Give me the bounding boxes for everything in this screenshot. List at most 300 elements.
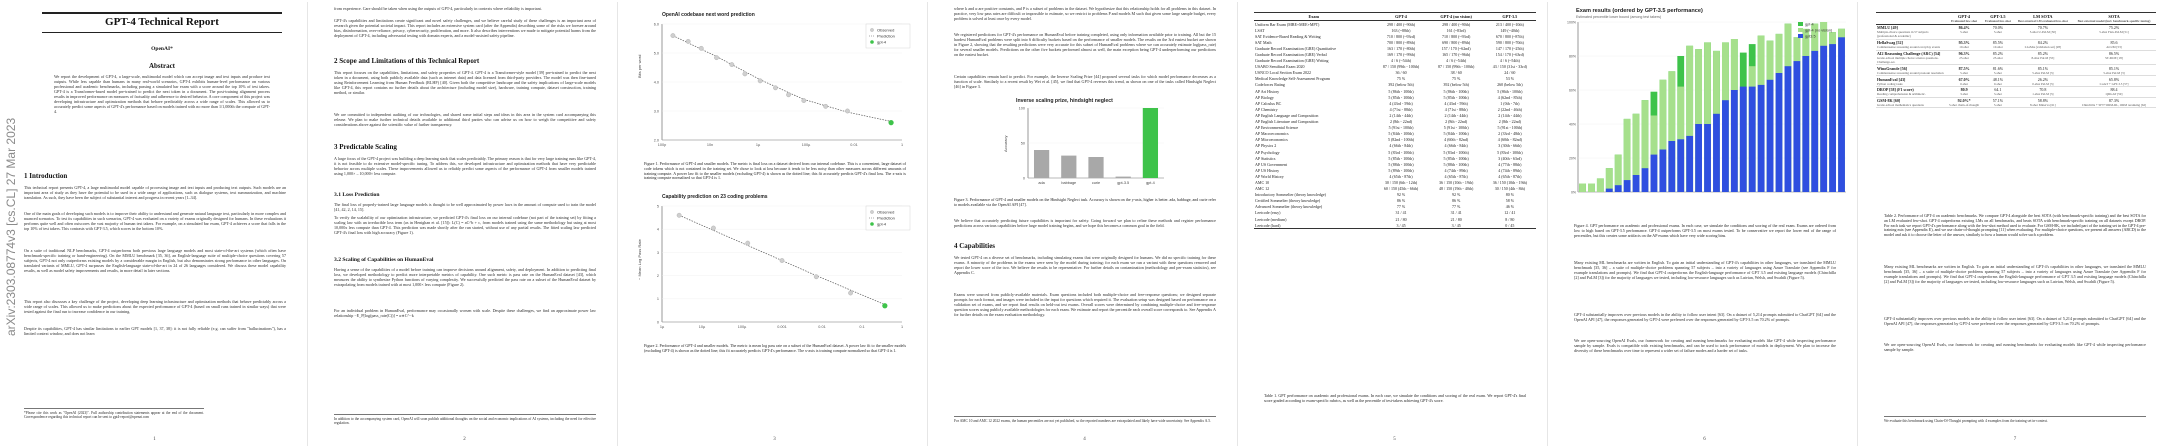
page-number: 7 <box>2013 437 2017 442</box>
score-cell: 38 / 60 <box>1450 70 1462 76</box>
bar-gpt4-novision <box>1588 184 1595 193</box>
figure-1-caption: Figure 1. Performance of GPT-4 and smaller models. The metric is final loss on a dataset derived from our internal codebase. This is a convenient, large dataset of code tokens which is not contained in the training set. We chose to look at loss because it tends to be less noisy than other measures across different amounts of training compute. A power law fit to the smaller models (excluding GPT-4) is shown as the dotted line; this fit accurately predicts GPT-4's final loss. The x-axis is training compute normalized so that GPT-4 is 1. <box>644 161 906 181</box>
bar-gpt35 <box>1686 136 1693 192</box>
score-cell: 5 (91st - 100th) <box>1388 125 1414 131</box>
score-cell: 70.0% 5-shot <box>1982 25 2014 40</box>
section-heading-introduction: 1 Introduction <box>24 172 68 180</box>
score-cell: 4 (65th - 87th) <box>1444 173 1468 179</box>
y-axis-label: − Mean Log Pass Rate <box>637 239 642 280</box>
legend-gpt4-novision: gpt-4 (no vision) <box>1805 28 1833 33</box>
score-note: 5-shot <box>1993 103 2002 108</box>
legend-prediction: Prediction <box>877 33 895 39</box>
score-cell: 67.0% 0-shot <box>1946 76 1982 87</box>
score-cell: 21 / 80 <box>1395 216 1407 222</box>
score-cell: 75 % <box>1451 76 1461 82</box>
table-row <box>1876 39 2156 50</box>
observed-point <box>677 213 681 217</box>
bar <box>1116 177 1131 178</box>
score-cell: 0 / 45 <box>1484 222 1536 229</box>
score-cell: 43 / 150 (31st - 33rd) <box>1492 64 1527 70</box>
bar-gpt35 <box>1722 100 1729 192</box>
table-1-caption: Table 1. GPT performance on academic and professional exams. In each case, we simulate the conditions and scoring of the real exam. We report GPT-4's final score graded according to exam-specific rubrics, as well as the percentile of test-takers achieving GPT-4's score. <box>1264 393 1526 403</box>
exam-name-cell: AP Statistics <box>1255 155 1276 161</box>
y-tick-label: 4 <box>656 227 659 232</box>
page-number: 4 <box>1083 437 1086 442</box>
score-cell: 2 (14th - 44th) <box>1444 112 1468 118</box>
exam-name-cell: AP US History <box>1255 167 1280 173</box>
page4-paragraph-3: Certain capabilities remain hard to predict. For example, the Inverse Scaling Prize [44] proposed several tasks for which model performance decreases as a function of scale. Similarly to a recent result by Wei et al. [45], we find that GPT-4 reverses this trend, as shown on one of the tasks called Hindsight Neglect [46] in Figure 3. <box>954 74 1216 89</box>
observed-point <box>671 33 675 37</box>
y-tick-label: 0 <box>656 320 659 325</box>
figure-4-exam-results-chart <box>1558 4 1854 219</box>
intro-paragraph-1: This technical report presents GPT-4, a large multimodal model capable of processing image and text inputs and producing text outputs. Such models are an important area of study as they have the potential to be used in a wide range of applications, such as dialogue systems, text summarization, and machine translation. As such, they have been the subject of substantial interest and progress in recent years [1–34]. <box>24 185 286 200</box>
table-header-row <box>1254 13 1536 21</box>
score-cell: 88.4 QDGAT [59] <box>2072 86 2156 97</box>
benchmark-description: Commonsense reasoning around everyday events <box>1877 45 1941 50</box>
bar-gpt35 <box>1651 155 1658 192</box>
column-header <box>1876 13 1946 25</box>
score-note: 8-shot PaLM [55] <box>2031 55 2055 60</box>
exam-name-cell: AMC 10 <box>1255 179 1270 185</box>
observed-point <box>814 275 818 279</box>
bar <box>1061 156 1076 178</box>
exam-name-cell: AP US Government <box>1255 161 1288 167</box>
exam-name-cell: LSAT <box>1255 27 1265 33</box>
observed-point <box>848 291 852 295</box>
paper-author: OpenAI* <box>151 46 173 52</box>
score-cell: 86 % <box>1451 198 1461 204</box>
scaling-paragraph-1: A large focus of the GPT-4 project was building a deep learning stack that scales predictably. The primary reason is that for very large training runs like GPT-4, it is not feasible to do extensive model-specific tuning. To address this, we developed infrastructure and optimization methods that have very predictable behavior across multiple scales. These improvements allowed us to reliably predict some aspects of the performance of GPT-4 from smaller models trained using 1,000× – 10,000× less compute. <box>334 156 596 176</box>
score-cell: 80.9 3-shot <box>1946 86 1982 97</box>
page4-footnote: For AMC 10 and AMC 12 2022 exams, the human percentiles are not yet published, so the reported numbers are extrapolated and likely have wide uncertainty. See Appendix A.5. <box>954 416 1216 423</box>
bar-gpt35 <box>1704 124 1711 192</box>
bar-gpt35 <box>1624 180 1631 192</box>
figure-1-loss-chart <box>636 8 916 158</box>
bar-gpt35 <box>1767 80 1774 192</box>
score-cell: 5 (82nd - 100th) <box>1387 137 1415 143</box>
score-cell: 46 % <box>1505 204 1515 210</box>
score-cell: 213 / 400 (~10th) <box>1495 21 1524 27</box>
score-cell: 2 (8th - 22nd) <box>1389 119 1413 125</box>
bar-gpt35 <box>1695 124 1702 192</box>
score-cell: 4 (66th - 84th) <box>1389 143 1413 149</box>
observed-point <box>714 55 718 59</box>
score-cell: 96.3% 25-shot <box>1946 50 1982 65</box>
score-note: 5-shot <box>1993 30 2002 35</box>
legend-gpt4-swatch <box>1798 22 1803 26</box>
score-note: 0-shot PaLM [3] <box>2032 81 2054 86</box>
page7-footnote: We evaluate this benchmark using Chain-Of-Thought prompting with 4 examples from the training set in-context. <box>1884 416 2146 423</box>
observed-point <box>845 109 849 113</box>
bar-gpt4-novision <box>1597 178 1604 192</box>
paper-page-2 <box>312 2 618 446</box>
bar-gpt35 <box>1713 114 1720 192</box>
score-cell: 5 (86th - 100th) <box>1388 88 1414 94</box>
page7-paragraph-3: We are open-sourcing OpenAI Evals, our framework for creating and running benchmarks for evaluating models like GPT-4 while inspecting performance sample by sample. <box>1884 342 2146 352</box>
score-cell: 165 / 170 (~96th) <box>1442 52 1471 58</box>
score-cell: 4 (77th - 88th) <box>1498 161 1522 167</box>
score-cell: 5 (84th - 100th) <box>1443 131 1469 137</box>
paper-page-5 <box>1242 2 1548 446</box>
score-cell: 36 / 150 (10th - 19th) <box>1438 179 1474 185</box>
page7-paragraph-1: Many existing ML benchmarks are written in English. To gain an initial understanding of GPT-4's capabilities in other languages, we translated the MMLU benchmark [35, 36] – a suite of multiple-choice problems spanning 57 subjects – into a variety of languages using Azure Translate (see Appendix F for example translations and prompts). We find that GPT-4 outperforms the English-language performance of GPT 3.5 and existing language models (Chinchilla [2] and PaLM [3]) for the majority of languages we tested, including low-resource languages such as Latvian, Welsh, and Swahili (Figure 5). <box>1884 264 2146 284</box>
exam-name-cell: SAT Evidence-Based Reading & Writing <box>1255 33 1321 39</box>
y-tick-label: 0% <box>1570 190 1576 195</box>
score-cell: 5 (83rd - 100th) <box>1388 149 1414 155</box>
bar-gpt35 <box>1811 51 1818 192</box>
table-row <box>1876 97 2156 108</box>
page4-paragraph-4: We believe that accurately predicting future capabilities is important for safety. Going forward we plan to refine these methods and register performance predictions across various capabilities before large model training begins, and we hope this becomes a common goal in the field. <box>954 218 1216 228</box>
x-tick-label: 1µ <box>659 325 665 329</box>
score-cell: 5 (88th - 100th) <box>1443 161 1469 167</box>
chart-title: Exam results (ordered by GPT-3.5 performance) <box>1576 8 1703 14</box>
observed-point <box>773 86 777 90</box>
score-cell: 92 % <box>1451 192 1461 198</box>
score-note: 3-shot <box>1993 92 2002 97</box>
score-cell: 87.3% Chinchilla + SFT+ORM-RL, ORM reranking [62] <box>2072 97 2156 108</box>
y-tick-label: 4.0 <box>653 80 659 85</box>
score-cell: 48 / 150 (19th - 40th) <box>1438 186 1474 192</box>
score-cell: 710 / 800 (~93rd) <box>1442 33 1471 39</box>
benchmark-name-cell: WinoGrande [56] Commonsense reasoning around pronoun resolution <box>1876 65 1946 76</box>
score-cell: 4 (60th - 82nd) <box>1444 137 1469 143</box>
capabilities-paragraph-2: Exams were sourced from publicly-available materials. Exam questions included both multiple-choice and free-response questions; we designed separate prompts for each format, and images were included in the input for questions which required it. The evaluation setup was designed based on performance on a validation set of exams, and we report final results on held-out test exams. Overall scores were determined by combining multiple-choice and free-response question scores using publicly available methodologies for each exam. We estimate and report the percentile each overall score corresponds to. See Appendix A for further details on the exam evaluation methodology. <box>954 292 1216 317</box>
exam-name-cell: Introductory Sommelier (theory knowledge) <box>1255 192 1326 198</box>
table-row <box>1254 21 1536 28</box>
y-tick-label: 3 <box>656 250 659 255</box>
score-note: ALUM [53] <box>2106 45 2122 50</box>
exam-name-cell: AMC 12 <box>1255 186 1270 192</box>
abstract-text: We report the development of GPT-4, a large-scale, multimodal model which can accept image and text inputs and produce text outputs. While less capable than humans in many real-world scenarios, GPT-4 exhibits human-level performance on various professional and academic benchmarks, including passing a simulated bar exam with a score around the top 10% of test takers. GPT-4 is a Transformer-based model pre-trained to predict the next token in a document. The post-training alignment process results in improved performance on measures of factuality and adherence to desired behavior. A core component of this project was developing infrastructure and optimization methods that behave predictably across a wide range of scales. This allowed us to accurately predict some aspects of GPT-4's performance based on models trained with no more than 1/1,000th the compute of GPT-4. <box>54 74 270 114</box>
score-note: 5-shot <box>1960 30 1969 35</box>
score-cell: 710 / 800 (~93rd) <box>1386 33 1416 39</box>
score-cell: 4 (60th - 82nd) <box>1497 137 1522 143</box>
benchmark-name-cell: AI2 Reasoning Challenge (ARC) [54] Grade-school multiple choice science questions. Challenge-set. <box>1876 50 1946 65</box>
score-cell: 2 (14th - 44th) <box>1498 112 1522 118</box>
exam-name-cell: Medical Knowledge Self-Assessment Program <box>1255 76 1330 82</box>
score-cell: 53 % <box>1505 76 1515 82</box>
x-tick-label: 1 <box>900 143 904 147</box>
loss-paragraph-1: The final loss of properly-trained large language models is thought to be well approximated by power laws in the amount of compute used to train the model [41, 42, 2, 14, 15]. <box>334 202 596 212</box>
gpt4-point <box>888 120 893 125</box>
exam-name-cell: AP Calculus BC <box>1255 100 1282 106</box>
chart-title: Capability prediction on 23 coding problems <box>662 194 768 200</box>
score-cell: 163 / 170 (~80th) <box>1387 45 1416 51</box>
score-note: 5-shot Flan-PaLM [51] <box>2099 30 2129 35</box>
score-cell: 3 / 45 <box>1429 222 1484 229</box>
score-cell: 86.5% ST-MOE [18] <box>2072 50 2156 65</box>
y-tick-label: 40% <box>1568 122 1576 127</box>
score-cell: 670 / 800 (~87th) <box>1495 33 1524 39</box>
score-cell: 5 (84th - 100th) <box>1388 131 1414 137</box>
capabilities-paragraph-1: We tested GPT-4 on a diverse set of benchmarks, including simulating exams that were originally designed for humans. We did no specific training for these exams. A minority of the problems in the exams were seen by the model during training; for each exam we run a variant with these questions removed and report the lower score of the two. We believe the results to be representative. For further details on contamination (methodology and per-exam statistics), see Appendix C. <box>954 255 1216 275</box>
bar-gpt35 <box>1740 87 1747 192</box>
paper-title: GPT-4 Technical Report <box>105 16 219 28</box>
humaneval-paragraph-2: For an individual problem in HumanEval, performance may occasionally worsen with scale. Despite these challenges, we find an approximate power law relationship −E_P[log(pass_rate(C))] = α∗C^−k <box>334 308 596 318</box>
score-cell: 8 / 80 <box>1505 216 1515 222</box>
page2-paragraph-2: GPT-4's capabilities and limitations create significant and novel safety challenges, and we believe careful study of these challenges is an important area of research given the potential societal impact. This report includes an extensive system card (after the Appendix) describing some of the risks we foresee around bias, disinformation, over-reliance, privacy, cybersecurity, proliferation, and more. It also describes interventions we made to mitigate potential harms from the deployment of GPT-4, including adversarial testing with domain experts, and a model-assisted safety pipeline. <box>334 18 596 38</box>
score-note: Chinchilla + SFT+ORM-RL, ORM reranking [62] <box>2081 103 2147 108</box>
exam-name-cell: Certified Sommelier (theory knowledge) <box>1255 198 1321 204</box>
score-cell: 5 (85th - 100th) <box>1443 155 1469 161</box>
arxiv-stamp: arXiv:2303.08774v3 [cs.CL] 27 Mar 2023 <box>4 117 18 337</box>
score-cell: 58.8% 8-shot Minerva [61] <box>2014 97 2072 108</box>
observed-point <box>786 93 790 97</box>
paper-page-1 <box>2 2 308 446</box>
column-subheader: Best external model (incl. benchmark-specific tuning) <box>2077 19 2151 23</box>
score-cell: 4 (62nd - 85th) <box>1497 94 1522 100</box>
score-cell: 4 (66th - 84th) <box>1444 143 1468 149</box>
x-tick-label: 0.01 <box>850 143 858 147</box>
score-cell: 590 / 800 (~70th) <box>1495 39 1524 45</box>
score-cell: 2 (8th - 22nd) <box>1498 119 1521 125</box>
column-header: GPT-3.5 <box>1484 13 1536 21</box>
exam-name-cell: AP World History <box>1255 173 1284 179</box>
page4-paragraph-2: We registered predictions for GPT-4's performance on HumanEval before training completed, using only information available prior to training. All but the 15 hardest HumanEval problems were split into 6 difficulty buckets based on the performance of smaller models. The results on the 3rd easiest bucket are shown in Figure 2, showing that the resulting predictions were very accurate for this subset of HumanEval problems where we can accurately estimate log(pass_rate) for several smaller models. Predictions on the other five buckets performed almost as well, the main exception being GPT-4 underperforming our predictions on the easiest bucket. <box>954 32 1216 57</box>
exam-name-cell: AP Chemistry <box>1255 106 1278 112</box>
score-cell: 30 / 150 (4th - 8th) <box>1494 186 1526 192</box>
score-cell: 5 (85th - 100th) <box>1388 94 1414 100</box>
legend-observed: Observed <box>877 27 895 33</box>
score-cell: 36 / 60 <box>1395 70 1407 76</box>
score-cell: 260 (below 5th) <box>1497 82 1523 88</box>
intro-paragraph-5: Despite its capabilities, GPT-4 has similar limitations to earlier GPT models [1, 37, 38]: it is not fully reliable (e.g. can suffer from "hallucinations"), has a limited context window, and does not learn <box>24 326 286 336</box>
score-note: 0-shot <box>1993 81 2002 86</box>
x-tick-label: 100p <box>657 143 667 147</box>
benchmark-name-cell: HumanEval [43] Python coding tasks <box>1876 76 1946 87</box>
score-cell: 2 (22nd - 46th) <box>1497 106 1522 112</box>
title-bottom-rule <box>42 32 282 33</box>
score-cell: 3 (30th - 66th) <box>1498 143 1522 149</box>
score-cell: 30 / 150 (6th - 12th) <box>1384 179 1418 185</box>
score-cell: 87 / 150 (99th - 100th) <box>1437 64 1475 70</box>
table-1-exam-results <box>1254 12 1536 229</box>
score-note: ST-MOE [18] <box>2105 55 2123 60</box>
chart-title: OpenAI codebase next word prediction <box>662 12 755 18</box>
table-row <box>1876 25 2156 40</box>
legend-gpt4-marker <box>870 40 874 44</box>
y-axis-label: Bits per word <box>637 54 642 78</box>
exam-name-cell: SAT Math <box>1255 39 1272 45</box>
score-cell: 1 (0th - 7th) <box>1500 100 1520 106</box>
table-row <box>1254 64 1536 70</box>
score-cell: 4 (74th - 89th) <box>1444 167 1468 173</box>
benchmark-description: Grade-school mathematics questions <box>1877 103 1924 108</box>
intro-paragraph-2: One of the main goals of developing such models is to improve their ability to understand and generate natural language text, particularly in more complex and nuanced scenarios. To test its capabilities in such scenarios, GPT-4 was evaluated on a variety of exams originally designed for humans. In these evaluations it performs quite well and often outscores the vast majority of human test takers. For example, on a simulated bar exam, GPT-4 achieves a score that falls in the top 10% of test takers. This contrasts with GPT-3.5, which scores in the bottom 10%. <box>24 211 286 231</box>
x-tick-label: 100µ <box>737 325 747 329</box>
bar-gpt35 <box>1838 37 1845 192</box>
score-cell: 58 % <box>1505 198 1515 204</box>
column-subheader: Evaluated few-shot <box>1984 19 2011 23</box>
score-cell: 85.1% 5-shot PaLM [3] <box>2014 65 2072 76</box>
observed-point <box>823 104 827 108</box>
score-cell: 690 / 800 (~89th) <box>1442 39 1471 45</box>
score-note: 5-shot <box>1993 70 2002 75</box>
bar-gpt35 <box>1642 168 1649 192</box>
score-cell: 85.1% 5-shot PaLM [3] <box>2072 65 2156 76</box>
score-cell: 85.2% 25-shot <box>1982 50 2014 65</box>
score-note: 0-shot <box>1960 81 1969 86</box>
bar-gpt35 <box>1668 141 1675 192</box>
y-tick-label: 100% <box>1567 20 1576 25</box>
y-tick-label: 5.0 <box>653 51 659 56</box>
score-note: LLaMA (validation set) [28] <box>2024 45 2062 50</box>
score-cell: 392 (below 5th) <box>1443 82 1469 88</box>
score-cell: 4 (43rd - 59th) <box>1389 100 1413 106</box>
page-number: 2 <box>463 437 466 442</box>
title-top-rule <box>42 12 282 14</box>
score-cell: 84.2% LLaMA (validation set) [28] <box>2014 39 2072 50</box>
benchmark-description: Python coding tasks <box>1877 81 1903 86</box>
exam-name-cell: Leetcode (medium) <box>1255 216 1287 222</box>
score-cell: 3 (40th - 63rd) <box>1498 155 1522 161</box>
benchmark-name-cell: MMLU [49] Multiple-choice questions in 57 subjects (professional & academic) <box>1876 25 1946 40</box>
scope-paragraph-2: We are committed to independent auditing of our technologies, and shared some initial steps and ideas in this area in the system card accompanying this release. We plan to make further technical details available to additional third parties who can advise us on how to weigh the competitive and safety considerations above against the scientific value of further transparency. <box>334 112 596 127</box>
score-cell: 87.5% 5-shot <box>1946 65 1982 76</box>
chart-subtitle: Estimated percentile lower bound (among test takers) <box>1576 15 1662 19</box>
score-note: 5-shot chain-of-thought <box>1948 103 1980 108</box>
section-heading-capabilities: 4 Capabilities <box>954 242 996 250</box>
score-cell: 700 / 800 (~89th) <box>1387 39 1416 45</box>
observed-point <box>780 258 784 262</box>
score-cell: 169 / 170 (~99th) <box>1387 52 1416 58</box>
exam-name-cell: AP Biology <box>1255 94 1274 100</box>
plot-area <box>654 22 903 147</box>
score-cell: 64.1 3-shot <box>1982 86 2014 97</box>
exam-name-cell: AP Environmental Science <box>1255 125 1299 131</box>
score-note: 5-shot <box>1960 70 1969 75</box>
section-heading-scope: 2 Scope and Limitations of this Technical Report <box>334 57 480 65</box>
benchmark-description: Multiple-choice questions in 57 subjects (professional & academic) <box>1877 30 1929 39</box>
score-cell: 4 (65th - 87th) <box>1498 173 1522 179</box>
legend-gpt4-novision-swatch <box>1798 28 1803 32</box>
exam-name-cell: Codeforces Rating <box>1255 82 1285 88</box>
bar-gpt35 <box>1731 90 1738 192</box>
score-cell: 85.6 ALUM [53] <box>2072 39 2156 50</box>
legend-observed-marker <box>870 210 873 213</box>
score-cell: 2 (33rd - 48th) <box>1498 131 1522 137</box>
page-number: 3 <box>773 437 776 442</box>
x-tick-label: curie <box>1091 181 1101 185</box>
observed-point <box>686 39 690 43</box>
exam-name-cell: USNCO Local Section Exam 2022 <box>1255 70 1311 76</box>
legend-gpt4: gpt-4 <box>877 221 887 227</box>
page6-paragraph-3: We are open-sourcing OpenAI Evals, our framework for creating and running benchmarks for evaluating models like GPT-4 while inspecting performance sample by sample. Evals is compatible with existing benchmarks, and can be used to track performance of models in deployment. We plan to increase the diversity of these benchmarks over time to represent a wider set of failure modes and a harder set of tasks. <box>1574 338 1836 353</box>
score-cell: 4 / 6 (~54th) <box>1499 58 1520 64</box>
score-note: 8-shot Minerva [61] <box>2030 103 2056 108</box>
score-cell: 81.6% 5-shot <box>1982 65 2014 76</box>
y-tick-label: 6.0 <box>653 22 659 27</box>
bar-gpt35 <box>1606 189 1613 192</box>
y-tick-label: 2 <box>656 274 659 278</box>
score-cell: 92 % <box>1396 192 1406 198</box>
y-tick-label: 1 <box>656 297 659 302</box>
x-tick-label: 0.001 <box>777 325 787 329</box>
score-cell: 149 (~40th) <box>1500 27 1520 33</box>
page2-footnote: In addition to the accompanying system card, OpenAI will soon publish additional thoughts on the social and economic implications of AI systems, including the need for effective regulation. <box>334 414 596 426</box>
table-row <box>1254 222 1536 229</box>
column-header: GPT-4 (no vision) <box>1429 13 1484 21</box>
humaneval-paragraph-1: Having a sense of the capabilities of a model before training can improve decisions around alignment, safety, and deployment. In addition to predicting final loss, we developed methodology to predict more interpretable metrics of capability. One such metric is pass rate on the HumanEval dataset [43], which measures the ability to synthesize Python functions of varying complexity. We successfully predicted the pass rate on a subset of the HumanEval dataset by extrapolating from models trained with at most 1,000× less compute (Figure 2). <box>334 267 596 287</box>
score-note: 10-shot <box>1993 45 2003 50</box>
x-tick-label: gpt-3.5 <box>1117 181 1130 185</box>
y-tick-label: 100 <box>1018 106 1025 111</box>
exam-name-cell: AP Macroeconomics <box>1255 131 1289 137</box>
score-cell: 5 (85th - 100th) <box>1443 94 1469 100</box>
x-tick-label: 0.1 <box>859 325 865 329</box>
section-heading-loss-prediction: 3.1 Loss Prediction <box>334 192 380 198</box>
legend-observed-marker <box>870 28 873 31</box>
bar-gpt35 <box>1758 85 1765 192</box>
score-cell: 48.1% 0-shot <box>1982 76 2014 87</box>
score-note: 10-shot <box>1959 45 1969 50</box>
gpt4-point <box>882 303 887 308</box>
score-cell: 77 % <box>1396 204 1406 210</box>
page-number: 6 <box>1703 437 1706 442</box>
bar-gpt35 <box>1785 66 1792 192</box>
page6-paragraph-1: Many existing ML benchmarks are written in English. To gain an initial understanding of GPT-4's capabilities in other languages, we translated the MMLU benchmark [35, 36] – a suite of multiple-choice problems spanning 57 subjects – into a variety of languages using Azure Translate (see Appendix F for example translations and prompts). We find that GPT-4 outperforms the English-language performance of GPT 3.5 and existing language models (Chinchilla [2] and PaLM [3]) for the majority of languages we tested, including low-resource languages such as Latvian, Welsh, and Swahili (Figure 5). <box>1574 260 1836 280</box>
score-cell: 298 / 400 (~90th) <box>1442 21 1471 27</box>
score-cell: 5 (83rd - 100th) <box>1497 149 1523 155</box>
score-cell: 4 / 6 (~54th) <box>1391 58 1412 64</box>
score-cell: 5 (88th - 100th) <box>1388 161 1414 167</box>
score-cell: 5 (86th - 100th) <box>1443 88 1469 94</box>
chart-legend <box>866 206 910 230</box>
figure-3-hindsight-chart <box>1002 94 1172 194</box>
x-tick-label: 1µ <box>755 143 761 147</box>
abstract-heading: Abstract <box>148 62 176 70</box>
benchmark-name-cell: GSM-8K [60] Grade-school mathematics questions <box>1876 97 1946 108</box>
bar-gpt4-novision <box>1579 184 1586 193</box>
x-tick-label: 100µ <box>801 143 811 147</box>
page4-paragraph-1: where k and α are positive constants, and P is a subset of problems in the dataset. We hypothesize that this relationship holds for all problems in this dataset. In practice, very low pass rates are difficult or impossible to estimate, so we restrict to problems P and models M such that given some large sample budget, every problem is solved at least once by every model. <box>954 6 1216 21</box>
legend-gpt35: gpt3.5 <box>1805 34 1816 39</box>
column-header: GPT-4 <box>1373 13 1428 21</box>
observed-point <box>802 98 806 102</box>
score-note: 5-shot PaLM [3] <box>2032 70 2054 75</box>
score-cell: 26.2% 0-shot PaLM [3] <box>2014 76 2072 87</box>
score-note: QDGAT [59] <box>2105 92 2123 97</box>
loss-paragraph-2: To verify the scalability of our optimization infrastructure, we predicted GPT-4's final loss on our internal codebase (not part of the training set) by fitting a scaling law with an irreducible loss term (as in Henighan et al. [15]): L(C) = aC^b + c, from models trained using the same methodology but using at most 10,000x less compute than GPT-4. This prediction was made shortly after the run started, without use of any partial results. The fitted scaling law predicted GPT-4's final loss with high accuracy (Figure 1). <box>334 215 596 235</box>
x-tick-label: babbage <box>1061 181 1077 185</box>
score-cell: 5 (91st - 100th) <box>1443 125 1469 131</box>
score-cell: 75.2% 5-shot Flan-PaLM [51] <box>2072 25 2156 40</box>
figure-3-caption: Figure 3. Performance of GPT-4 and smaller models on the Hindsight Neglect task. Accuracy is shown on the y-axis, higher is better. ada, babbage, and curie refer to models available via the OpenAI API [47]. <box>954 197 1216 207</box>
score-cell: 5 (86th - 100th) <box>1497 88 1523 94</box>
score-cell: 87 / 150 (99th - 100th) <box>1382 64 1420 70</box>
observed-point <box>743 72 747 76</box>
score-cell: 80 % <box>1505 192 1515 198</box>
exam-name-cell: AP Microeconomics <box>1255 137 1288 143</box>
y-tick-label: 20% <box>1568 156 1576 161</box>
score-cell: 21 / 80 <box>1450 216 1462 222</box>
score-note: 1-shot PaLM [3] <box>2032 92 2054 97</box>
table-body <box>1254 21 1536 229</box>
score-note: 25-shot <box>1993 55 2003 60</box>
x-tick-label: 10µ <box>698 325 706 329</box>
table-row <box>1876 50 2156 65</box>
score-cell: 85.2% 8-shot PaLM [55] <box>2014 50 2072 65</box>
score-cell: 57.1% 5-shot <box>1982 97 2014 108</box>
legend-gpt35-swatch <box>1798 34 1803 38</box>
exam-name-cell: AP Psychology <box>1255 149 1280 155</box>
legend-gpt4: gpt-4 <box>877 39 887 45</box>
page2-paragraph-1: from experience. Care should be taken when using the outputs of GPT-4, particularly in contexts where reliability is important. <box>334 6 542 11</box>
section-heading-humaneval-scaling: 3.2 Scaling of Capabilities on HumanEval <box>334 257 434 263</box>
score-cell: 3 / 45 <box>1373 222 1428 229</box>
table-header-row <box>1876 13 2156 25</box>
observed-point <box>711 226 715 230</box>
